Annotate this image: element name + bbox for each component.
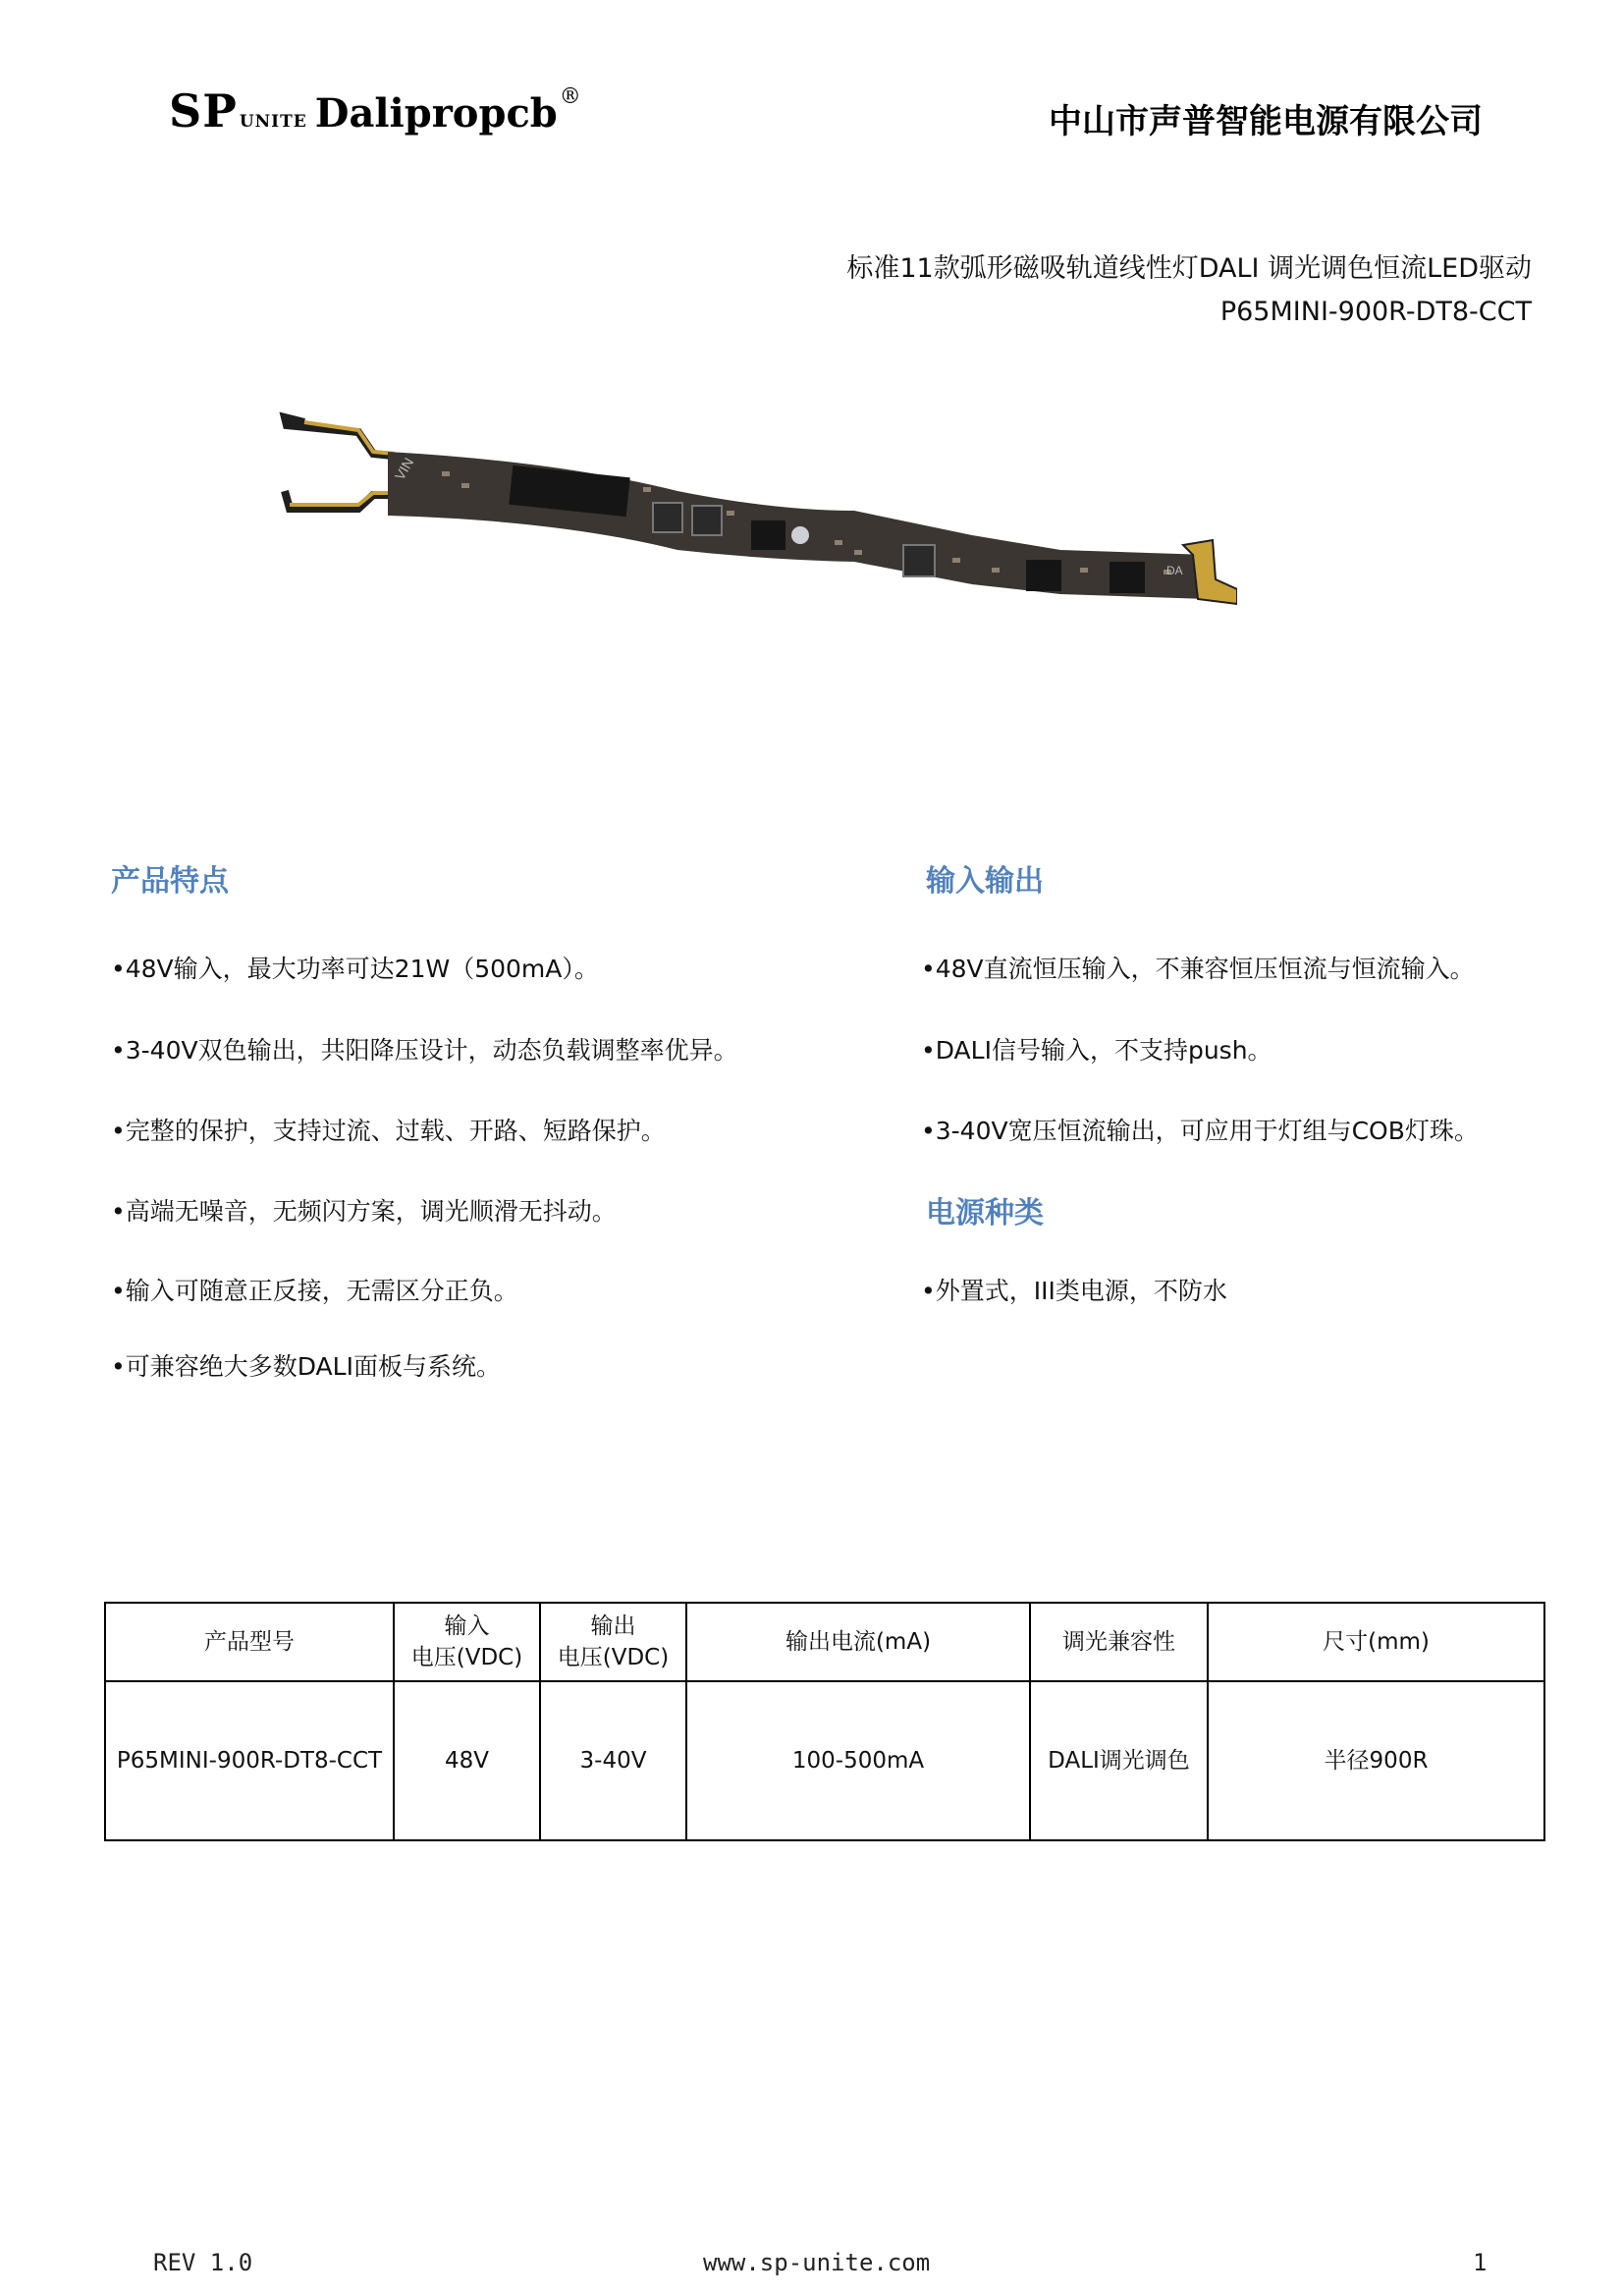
logo-brand: Dalipropcb <box>314 90 558 137</box>
logo-unite: UNITE <box>239 112 307 132</box>
io-item-3: •3-40V宽压恒流输出，可应用于灯组与COB灯珠。 <box>921 1117 1479 1145</box>
feature-item-4: •高端无噪音，无频闪方案，调光顺滑无抖动。 <box>111 1197 617 1226</box>
header-output-prefix: 电 <box>557 1645 580 1670</box>
footer-website: www.sp-unite.com <box>703 2249 931 2276</box>
table-row <box>105 1681 1544 1840</box>
inductor-3 <box>903 545 935 576</box>
header-output-line-2 <box>545 1642 681 1673</box>
document-title <box>846 247 1532 334</box>
brand-logo <box>169 84 581 143</box>
header-input-line-1: 输入 <box>444 1613 490 1639</box>
title-line-1: 标准11款弧形磁吸轨道线性灯DALI 调光调色恒流LED驱动 <box>846 253 1532 284</box>
footer-revision: REV 1.0 <box>153 2249 253 2276</box>
power-type-item-1: •外置式，III类电源，不防水 <box>921 1277 1227 1305</box>
inductor-1 <box>653 503 682 532</box>
cell-input: 48V <box>394 1681 540 1840</box>
company-name: 中山市声普智能电源有限公司 <box>1049 102 1483 141</box>
logo-registered-mark: ® <box>559 84 581 109</box>
header-size: 尺寸(mm) <box>1208 1603 1544 1681</box>
footer-page-number: 1 <box>1473 2249 1488 2276</box>
feature-item-5: •输入可随意正反接，无需区分正负。 <box>111 1277 518 1305</box>
feature-item-3: •完整的保护，支持过流、过载、开路、短路保护。 <box>111 1117 666 1145</box>
power-type-heading: 电源种类 <box>926 1196 1044 1230</box>
cell-size: 半径900R <box>1208 1681 1544 1840</box>
cell-current: 100-500mA <box>686 1681 1030 1840</box>
logo-sp: SP <box>169 84 238 137</box>
feature-item-1: •48V输入，最大功率可达21W（500mA）。 <box>111 955 599 983</box>
left-terminal-top <box>285 417 393 456</box>
spec-table <box>104 1602 1545 1841</box>
ic-chip-3 <box>1026 560 1061 591</box>
pcb-board <box>388 452 1208 599</box>
header-model: 产品型号 <box>105 1603 394 1681</box>
cell-dimming: DALI调光调色 <box>1030 1681 1208 1840</box>
capacitor <box>791 526 809 544</box>
title-line-2-model: P65MINI-900R-DT8-CCT <box>1219 297 1532 327</box>
pcb-label-vin: VIN <box>391 455 417 483</box>
features-heading: 产品特点 <box>111 864 229 899</box>
header-output-suffix: 压(VDC) <box>579 1645 670 1670</box>
header-output-current: 输出电流(mA) <box>686 1603 1030 1681</box>
product-image <box>265 393 1237 638</box>
header-input-line-2: 电压(VDC) <box>410 1645 523 1670</box>
cell-model: P65MINI-900R-DT8-CCT <box>105 1681 394 1840</box>
io-item-1: •48V直流恒压输入，不兼容恒压恒流与恒流输入。 <box>921 955 1475 983</box>
io-heading: 输入输出 <box>926 864 1044 899</box>
header-input-voltage <box>394 1603 540 1681</box>
feature-item-2: •3-40V双色输出，共阳降压设计，动态负载调整率优异。 <box>111 1036 738 1065</box>
ic-chip-4 <box>1110 562 1145 593</box>
pcb-label-da: DA <box>1166 564 1183 577</box>
inductor-2 <box>692 506 722 535</box>
header-output-line-1: 输出 <box>590 1613 636 1639</box>
feature-item-6: •可兼容绝大多数DALI面板与系统。 <box>111 1352 501 1381</box>
table-header-row <box>105 1603 1544 1681</box>
ic-chip-2 <box>751 520 785 550</box>
cell-output: 3-40V <box>540 1681 686 1840</box>
header-dimming: 调光兼容性 <box>1030 1603 1208 1681</box>
header-output-voltage <box>540 1603 686 1681</box>
io-item-2: •DALI信号输入，不支持push。 <box>921 1036 1272 1065</box>
